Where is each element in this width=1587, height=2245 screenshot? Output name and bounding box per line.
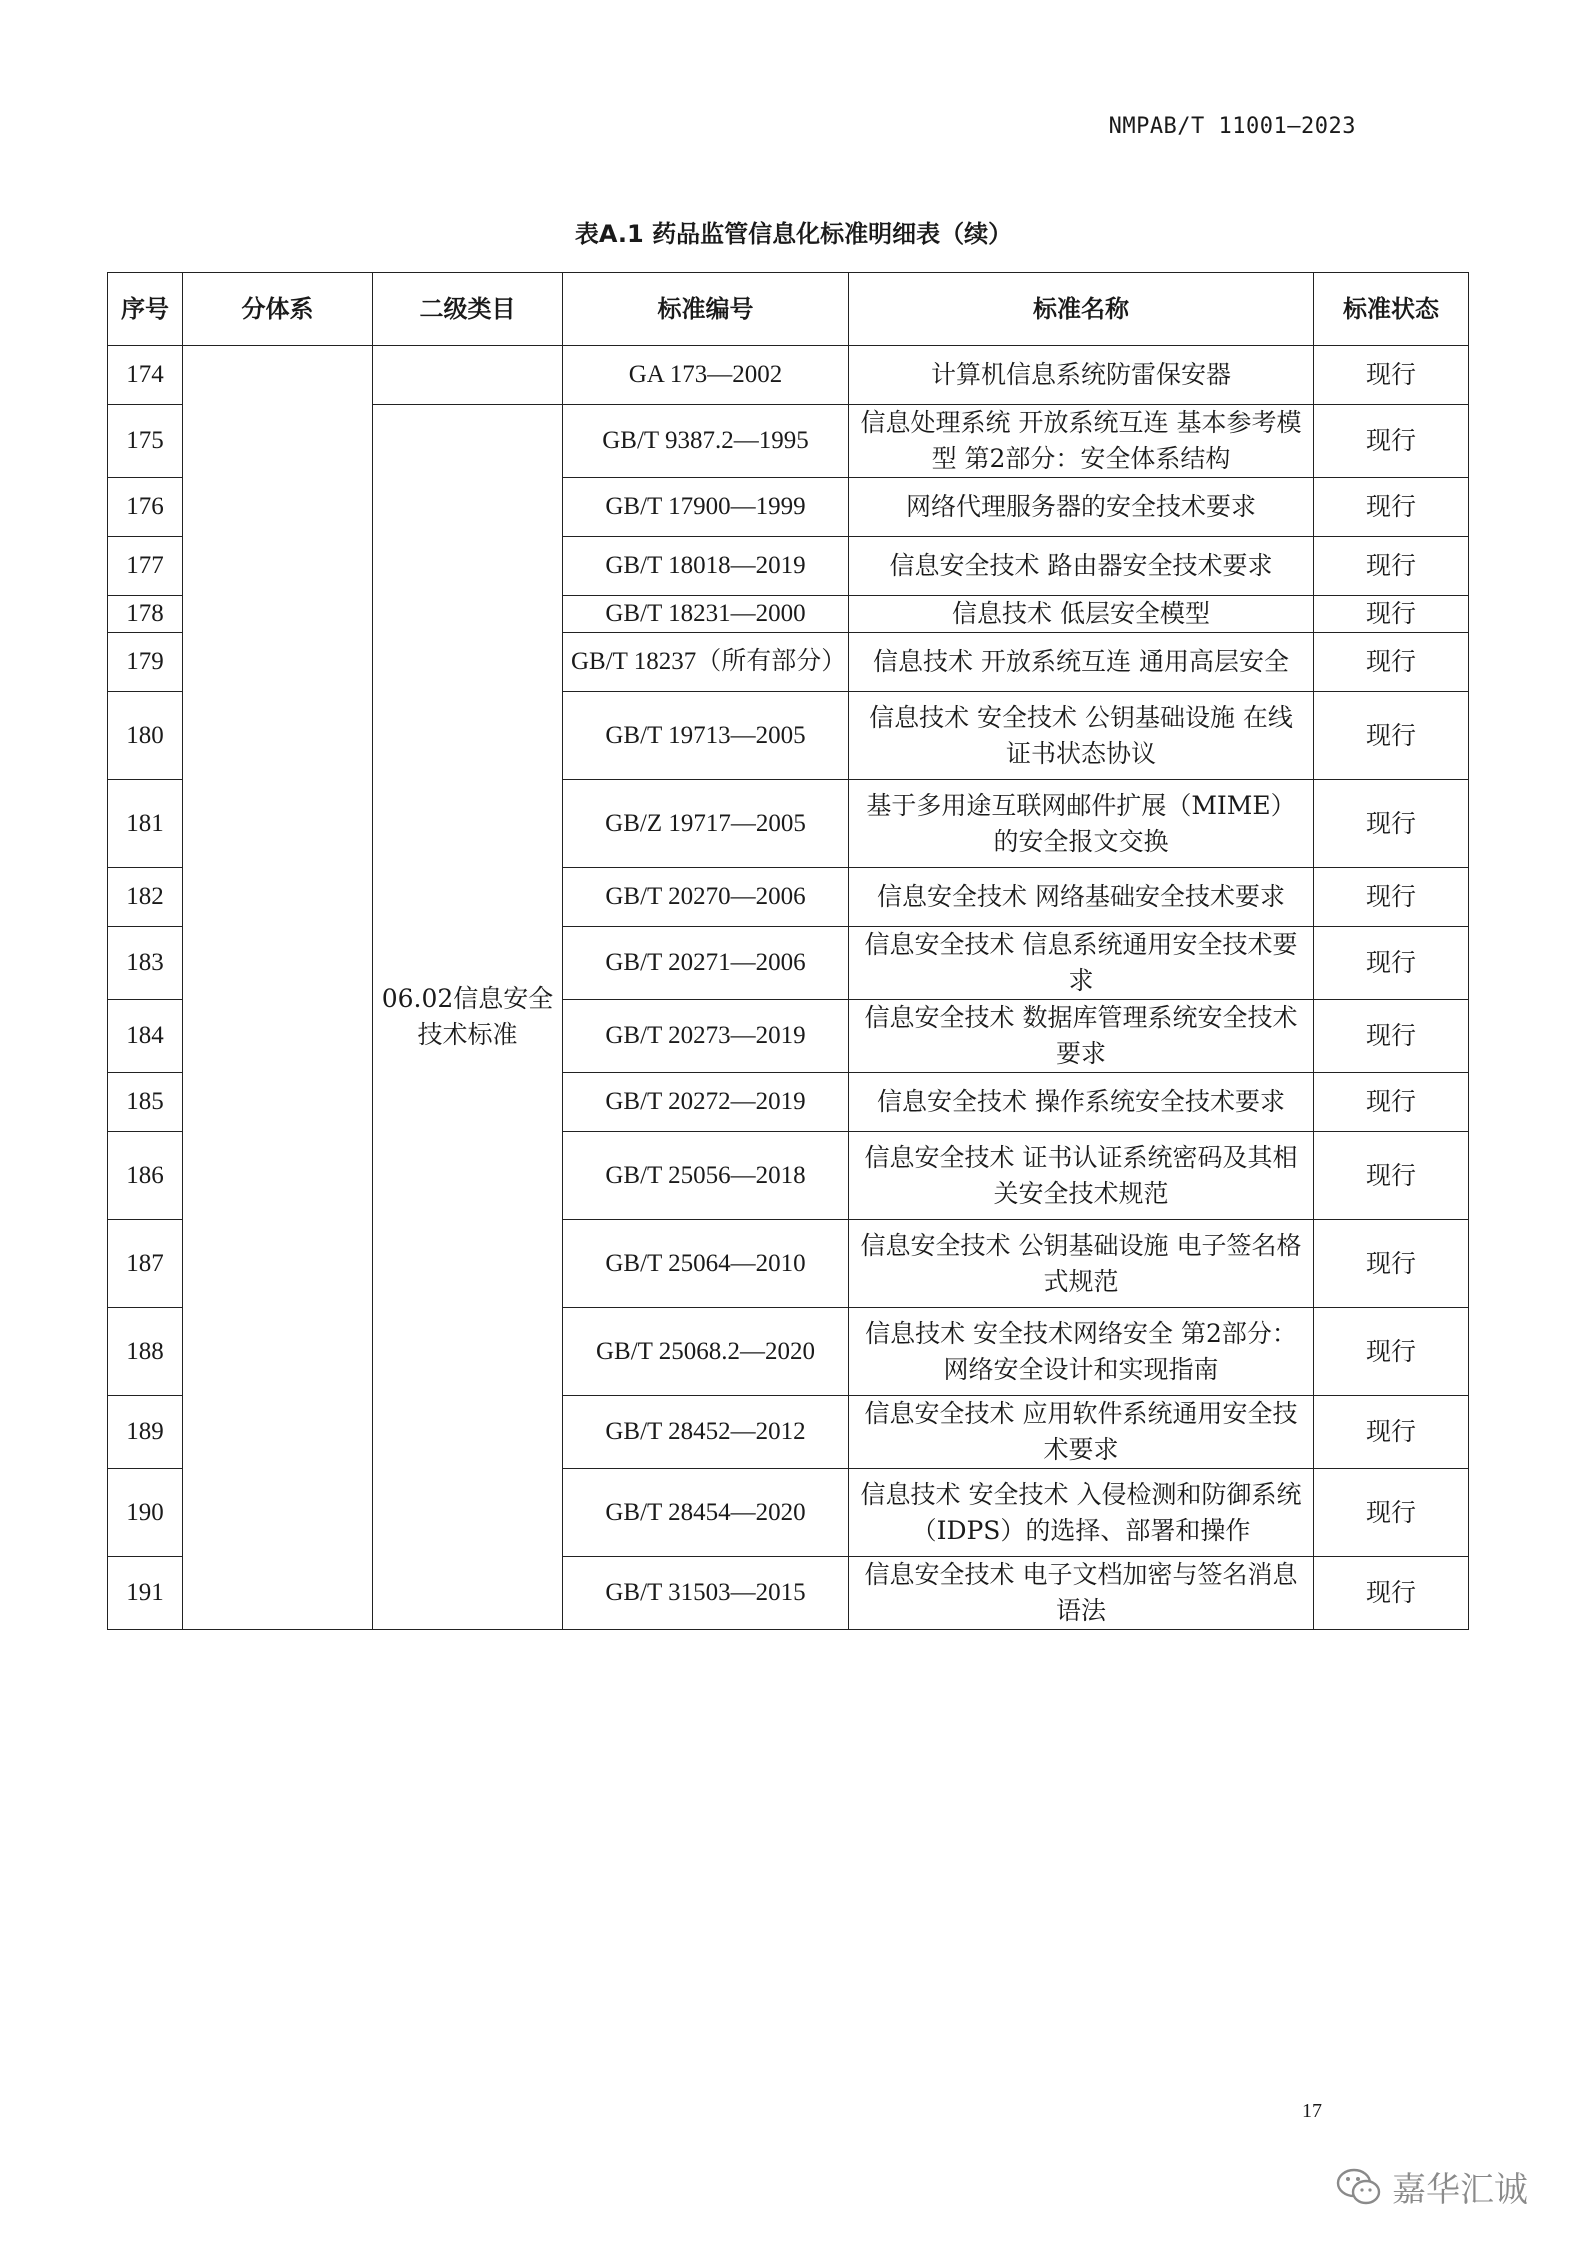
table-row [108,346,1469,405]
row-name: 基于多用途互联网邮件扩展（MIME）的安全报文交换 [849,780,1314,868]
row-seq: 174 [108,346,183,405]
row-code: GB/Z 19717—2005 [563,780,849,868]
row-code: GB/T 18231—2000 [563,596,849,633]
row-name: 信息安全技术 应用软件系统通用安全技术要求 [849,1396,1314,1469]
row-name: 网络代理服务器的安全技术要求 [849,478,1314,537]
row-status: 现行 [1314,633,1469,692]
row-status: 现行 [1314,1073,1469,1132]
row-status: 现行 [1314,780,1469,868]
row-seq: 191 [108,1557,183,1630]
row-name: 信息处理系统 开放系统互连 基本参考模型 第2部分：安全体系结构 [849,405,1314,478]
row-status: 现行 [1314,692,1469,780]
row-seq: 183 [108,927,183,1000]
row-name: 信息安全技术 网络基础安全技术要求 [849,868,1314,927]
row-seq: 175 [108,405,183,478]
row-seq: 187 [108,1220,183,1308]
row-code: GB/T 28452—2012 [563,1396,849,1469]
subsystem-cell [183,346,373,1630]
row-seq: 180 [108,692,183,780]
row-status: 现行 [1314,1469,1469,1557]
row-status: 现行 [1314,1308,1469,1396]
category-group-cell: 06.02信息安全技术标准 [373,405,563,1630]
row-seq: 177 [108,537,183,596]
row-code: GB/T 9387.2—1995 [563,405,849,478]
row-code: GB/T 17900—1999 [563,478,849,537]
table-header-row [108,273,1469,346]
header-name: 标准名称 [849,273,1314,346]
row-code: GB/T 18237（所有部分） [563,633,849,692]
row-name: 信息技术 安全技术 入侵检测和防御系统（IDPS）的选择、部署和操作 [849,1469,1314,1557]
row-status: 现行 [1314,1557,1469,1630]
row-seq: 178 [108,596,183,633]
watermark-text: 嘉华汇诚 [1392,2170,1528,2210]
row-code: GB/T 20273—2019 [563,1000,849,1073]
row-seq: 181 [108,780,183,868]
row-code: GB/T 20272—2019 [563,1073,849,1132]
row-status: 现行 [1314,927,1469,1000]
row-seq: 190 [108,1469,183,1557]
row-name: 信息安全技术 路由器安全技术要求 [849,537,1314,596]
row-seq: 179 [108,633,183,692]
row-code: GB/T 20271—2006 [563,927,849,1000]
row-status: 现行 [1314,537,1469,596]
row-code: GB/T 25064—2010 [563,1220,849,1308]
row-name: 信息安全技术 数据库管理系统安全技术要求 [849,1000,1314,1073]
row-status: 现行 [1314,1396,1469,1469]
row-code: GB/T 28454—2020 [563,1469,849,1557]
standards-table [107,272,1469,1630]
category-cell [373,346,563,405]
row-code: GB/T 20270—2006 [563,868,849,927]
row-seq: 176 [108,478,183,537]
row-name: 信息技术 安全技术网络安全 第2部分：网络安全设计和实现指南 [849,1308,1314,1396]
row-name: 信息技术 安全技术 公钥基础设施 在线证书状态协议 [849,692,1314,780]
row-code: GB/T 25056—2018 [563,1132,849,1220]
document-code: NMPAB/T 11001—2023 [1108,114,1356,139]
row-status: 现行 [1314,1000,1469,1073]
row-name: 信息安全技术 电子文档加密与签名消息语法 [849,1557,1314,1630]
row-status: 现行 [1314,596,1469,633]
row-seq: 186 [108,1132,183,1220]
row-status: 现行 [1314,478,1469,537]
row-code: GB/T 18018—2019 [563,537,849,596]
page-number: 17 [1302,2100,1322,2122]
header-status: 标准状态 [1314,273,1469,346]
row-seq: 189 [108,1396,183,1469]
row-seq: 188 [108,1308,183,1396]
row-code: GA 173—2002 [563,346,849,405]
row-name: 信息技术 开放系统互连 通用高层安全 [849,633,1314,692]
row-seq: 185 [108,1073,183,1132]
table-title: 表A.1 药品监管信息化标准明细表（续） [574,220,1013,248]
row-name: 信息安全技术 公钥基础设施 电子签名格式规范 [849,1220,1314,1308]
row-name: 信息安全技术 操作系统安全技术要求 [849,1073,1314,1132]
watermark [1336,2162,1528,2211]
row-status: 现行 [1314,1132,1469,1220]
header-seq: 序号 [108,273,183,346]
wechat-icon [1336,2167,1382,2207]
row-code: GB/T 31503—2015 [563,1557,849,1630]
row-name: 信息技术 低层安全模型 [849,596,1314,633]
header-category: 二级类目 [373,273,563,346]
row-status: 现行 [1314,405,1469,478]
header-code: 标准编号 [563,273,849,346]
row-name: 信息安全技术 信息系统通用安全技术要求 [849,927,1314,1000]
row-status: 现行 [1314,1220,1469,1308]
row-name: 计算机信息系统防雷保安器 [849,346,1314,405]
row-seq: 182 [108,868,183,927]
row-name: 信息安全技术 证书认证系统密码及其相关安全技术规范 [849,1132,1314,1220]
row-status: 现行 [1314,868,1469,927]
row-code: GB/T 25068.2—2020 [563,1308,849,1396]
row-status: 现行 [1314,346,1469,405]
row-seq: 184 [108,1000,183,1073]
header-subsystem: 分体系 [183,273,373,346]
row-code: GB/T 19713—2005 [563,692,849,780]
